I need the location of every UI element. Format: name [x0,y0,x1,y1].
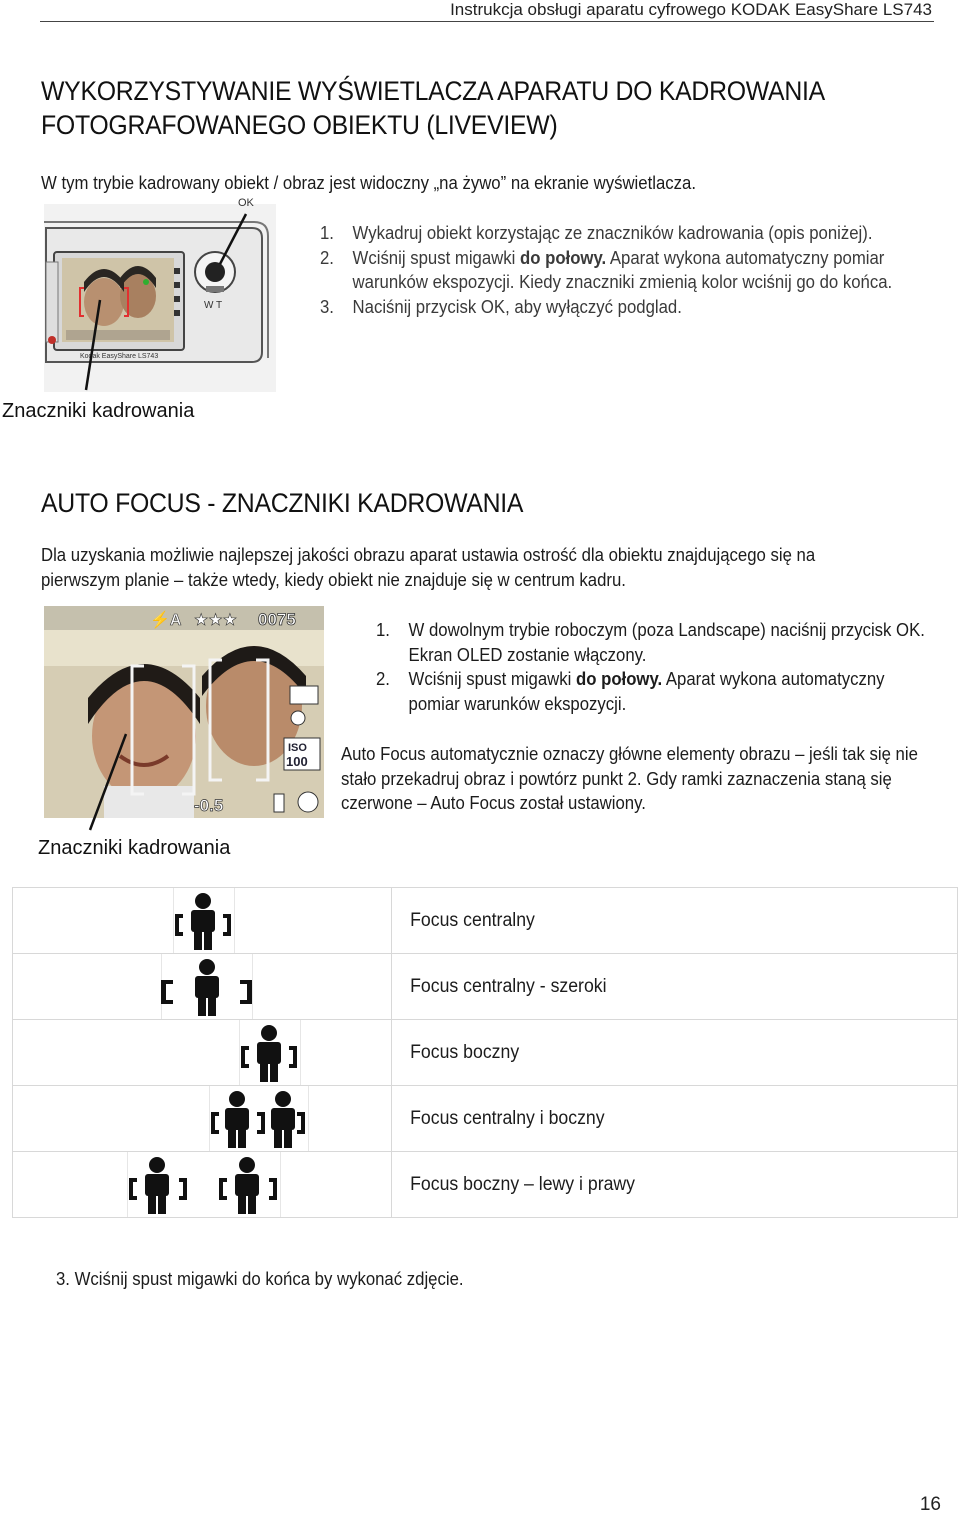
autofocus-steps [376,618,934,716]
section-title-line2: FOTOGRAFOWANEGO OBIEKTU (LIVEVIEW) [41,110,558,140]
step-item [320,246,934,295]
ok-label: OK [238,197,254,209]
focus-mode-label: Focus centralny - szeroki [392,954,918,1020]
step-number: 2. [320,247,334,268]
icon-cell [13,1152,392,1218]
section-title-autofocus: AUTO FOCUS - ZNACZNIKI KADROWANIA [41,488,524,518]
table-row [13,888,958,954]
camera-brand-label: Kodak EasyShare LS743 [80,353,159,360]
focus-mode-label: Focus boczny – lewy i prawy [392,1152,918,1218]
step-text: W dowolnym trybie roboczym (poza Landscape) naciśnij przycisk OK. Ekran OLED zostanie włączony. [408,620,925,665]
wt-label: W T [204,300,223,311]
table-row [13,1020,958,1086]
header-divider [40,21,934,22]
figure1-caption: Znaczniki kadrowania [2,400,195,422]
flash-auto-icon: ⚡A [150,612,182,629]
step-item [376,618,934,667]
step-text: Naciśnij przycisk OK, aby wyłączyć podglad. [352,296,682,317]
figure2-caption: Znaczniki kadrowania [38,837,231,859]
focus-side-icon [237,1022,301,1084]
icon-cell [13,888,392,954]
exposure-compensation: -0.5 [194,796,224,815]
focus-mode-label: Focus centralny [392,888,918,954]
iso-label: ISO [288,742,307,754]
step-number: 1. [320,223,334,243]
icon-cell [13,1086,392,1152]
page-number: 16 [919,1494,941,1515]
step-text: Wciśnij spust migawki [408,669,576,689]
step-text-cont: Aparat wykona automatyczny pomiar warunków ekspozycji. [408,669,885,714]
step-item [320,295,934,320]
focus-center-icon [171,890,235,952]
step-item [320,221,934,246]
step-text-bold: do połowy. [575,669,663,689]
icon-cell [13,954,392,1020]
focus-mode-label: Focus boczny [392,1020,918,1086]
table-row [13,1086,958,1152]
step-text: Wykadruj obiekt korzystając ze znaczników kadrowania (opis poniżej). [352,223,873,243]
step-text-bold: do połowy. [519,247,607,268]
camera-back-figure [40,192,280,392]
running-header: Instrukcja obsługi aparatu cyfrowego KODAK EasyShare LS743 [450,0,932,19]
table-row [13,954,958,1020]
step-number: 3. [320,296,334,317]
focus-center-wide-icon [155,956,259,1018]
step-number: 3. [56,1269,70,1289]
iso-value: 100 [286,754,308,769]
autofocus-intro: Dla uzyskania możliwie najlepszej jakości obrazu aparat ustawia ostrość dla obiektu znajdującego się na pierwszym planie – także wtedy, kiedy obiekt nie znajduje się w centrum kadru. [41,545,816,590]
step-item [376,667,934,716]
quality-stars-icon: ★★★ [194,612,238,629]
final-step [56,1267,800,1292]
icon-cell [13,1020,392,1086]
step-text: Wciśnij spust migawki do końca by wykonać zdjęcie. [74,1269,464,1289]
step-number: 2. [376,669,390,689]
focus-mode-label: Focus centralny i boczny [392,1086,918,1152]
section-title-liveview [41,74,825,142]
focus-side-left-right-icon [125,1154,281,1216]
autofocus-note: Auto Focus automatycznie oznaczy główne elementy obrazu – jeśli tak się nie stało przekadruj obraz i powtórz punkt 2. Gdy ramki zaznaczenia staną się czerwone – Auto Focus został ustawiony. [341,744,918,813]
step-text-cont: Aparat wykona automatyczny pomiar warunków ekspozycji. Kiedy znaczniki zmienią kolor wciśnij go do końca. [352,247,893,292]
step-text: Wciśnij spust migawki [352,247,520,268]
liveview-intro: W tym trybie kadrowany obiekt / obraz jest widoczny „na żywo” na ekranie wyświetlacza. [41,173,696,193]
liveview-steps [320,221,934,319]
shot-counter: 0075 [258,610,296,629]
autofocus-photo-figure [44,606,326,832]
focus-center-side-icon [207,1088,311,1150]
step-number: 1. [376,620,390,640]
focus-modes-table [12,887,958,1218]
table-row [13,1152,958,1218]
section-title-line1: WYKORZYSTYWANIE WYŚWIETLACZA APARATU DO KADROWANIA [41,76,825,106]
